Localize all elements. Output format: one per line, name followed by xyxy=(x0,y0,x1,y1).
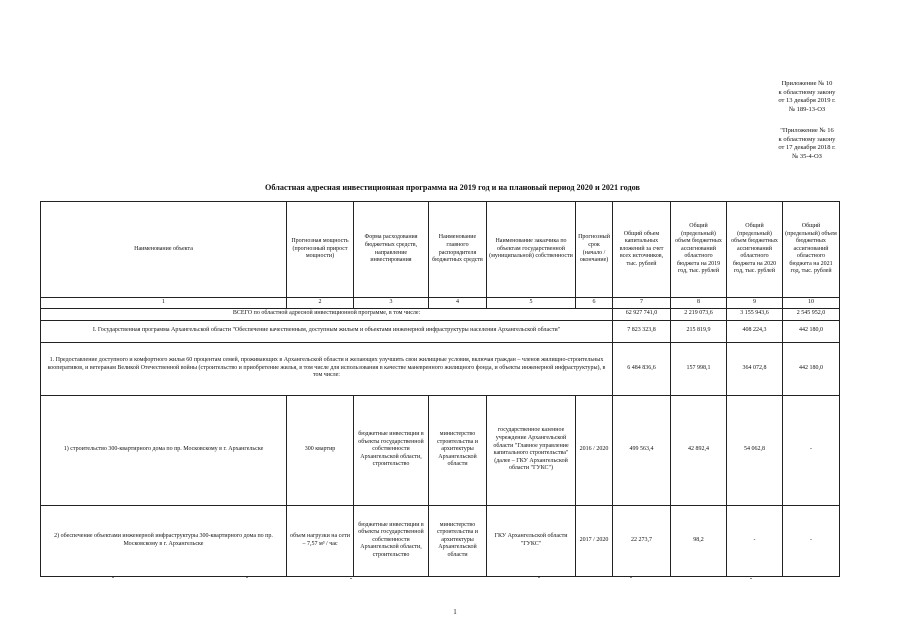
cell-total: 7 823 323,8 xyxy=(613,320,671,342)
header-row xyxy=(41,202,840,298)
cell-2020: 364 072,8 xyxy=(727,342,783,395)
cell-total: 6 484 836,6 xyxy=(613,342,671,395)
table-row-total xyxy=(41,308,840,320)
cell-2019: 157 998,1 xyxy=(671,342,727,395)
cell-2020: 408 224,3 xyxy=(727,320,783,342)
column-number: 6 xyxy=(576,298,613,309)
cell-2019: 98,2 xyxy=(671,505,727,576)
header-manager: Наименование главного распорядителя бюджетных средств xyxy=(429,202,487,298)
header-customer: Наименование заказчика по объектам государственной (муниципальной) собственности xyxy=(487,202,576,298)
row-name: I. Государственная программа Архангельской области "Обеспечение качественным, доступным жильем и объектами инженерной инфраструктуры населения Архангельской области" xyxy=(41,320,613,342)
column-number-row xyxy=(41,298,840,309)
appendix-line: к областному закону xyxy=(778,88,836,96)
appendix-line: "Приложение № 16 xyxy=(780,127,834,134)
cell-2019: 215 819,9 xyxy=(671,320,727,342)
cell-2021: 442 180,0 xyxy=(783,320,840,342)
row-name: 1) строительство 300-квартирного дома по пр. Московскому в г. Архангельске xyxy=(41,395,287,505)
scan-speck xyxy=(350,578,352,579)
cell-2020: - xyxy=(727,505,783,576)
page-number: 1 xyxy=(453,608,457,616)
investment-program-table xyxy=(40,201,840,577)
column-number: 9 xyxy=(727,298,783,309)
cell-total: 22 273,7 xyxy=(613,505,671,576)
cell-2019: 42 892,4 xyxy=(671,395,727,505)
cell-2021: 442 180,0 xyxy=(783,342,840,395)
column-number: 2 xyxy=(287,298,354,309)
cell-2021: 2 545 952,0 xyxy=(783,308,840,320)
appendix-line: Приложение № 10 xyxy=(781,80,833,87)
column-number: 8 xyxy=(671,298,727,309)
header-2019: Общий (предельный) объем бюджетных ассигнований областного бюджета на 2019 год, тыс. рублей xyxy=(671,202,727,298)
cell-2020: 54 062,8 xyxy=(727,395,783,505)
cell-term: 2017 / 2020 xyxy=(576,505,613,576)
header-capacity: Прогнозная мощность (прогнозный прирост мощности) xyxy=(287,202,354,298)
cell-term: 2016 / 2020 xyxy=(576,395,613,505)
appendix-previous-block xyxy=(752,127,862,161)
cell-capacity: объем нагрузки на сети – 7,57 м³ / час xyxy=(287,505,354,576)
appendix-line: № 189-13-ОЗ xyxy=(788,105,826,113)
column-number: 7 xyxy=(613,298,671,309)
cell-manager: министерство строительства и архитектуры Архангельской области xyxy=(429,505,487,576)
header-total: Общий объем капитальных вложений за счет всех источников, тыс. рублей xyxy=(613,202,671,298)
column-number: 10 xyxy=(783,298,840,309)
cell-manager: министерство строительства и архитектуры Архангельской области xyxy=(429,395,487,505)
scan-speck xyxy=(630,577,632,578)
header-2021: Общий (предельный) объем бюджетных ассигнований областного бюджета на 2021 год, тыс. рублей xyxy=(783,202,840,298)
scan-speck xyxy=(538,577,540,578)
table-row-subprogram xyxy=(41,342,840,395)
cell-2021: - xyxy=(783,505,840,576)
appendix-block xyxy=(752,80,862,114)
cell-2019: 2 219 073,6 xyxy=(671,308,727,320)
scan-speck xyxy=(246,577,248,578)
cell-total: 499 563,4 xyxy=(613,395,671,505)
appendix-line: от 13 декабря 2019 г. xyxy=(778,97,836,104)
header-form: Форма расходования бюджетных средств, направление инвестирования xyxy=(354,202,429,298)
table-row-object-2 xyxy=(41,505,840,576)
scan-speck xyxy=(112,577,114,578)
appendix-line: № 35-4-ОЗ xyxy=(792,152,822,160)
cell-form: бюджетные инвестиции в объекты государственной собственности Архангельской области, строительство xyxy=(354,505,429,576)
document-title: Областная адресная инвестиционная программа на 2019 год и на плановый период 2020 и 2021 годов xyxy=(265,183,640,192)
appendix-line: к областному закону xyxy=(778,135,836,143)
appendix-line: от 17 декабря 2018 г. xyxy=(778,144,836,151)
cell-capacity: 300 квартир xyxy=(287,395,354,505)
table-row-program xyxy=(41,320,840,342)
row-name: ВСЕГО по областной адресной инвестиционной программе, в том числе: xyxy=(41,308,613,320)
column-number: 5 xyxy=(487,298,576,309)
column-number: 1 xyxy=(41,298,287,309)
header-name: Наименование объекта xyxy=(41,202,287,298)
header-2020: Общий (предельный) объем бюджетных ассигнований областного бюджета на 2020 год, тыс. рублей xyxy=(727,202,783,298)
cell-customer: государственное казенное учреждение Архангельской области "Главное управление капитального строительства" (далее – ГКУ Архангельской области "ГУКС") xyxy=(487,395,576,505)
row-name: 2) обеспечение объектами инженерной инфраструктуры 300-квартирного дома по пр. Московскому в г. Архангельске xyxy=(41,505,287,576)
scan-speck xyxy=(750,578,752,579)
column-number: 4 xyxy=(429,298,487,309)
cell-customer: ГКУ Архангельской области "ГУКС" xyxy=(487,505,576,576)
cell-2020: 3 155 943,6 xyxy=(727,308,783,320)
cell-total: 62 927 741,0 xyxy=(613,308,671,320)
cell-form: бюджетные инвестиции в объекты государственной собственности Архангельской области, строительство xyxy=(354,395,429,505)
column-number: 3 xyxy=(354,298,429,309)
table-row-object-1 xyxy=(41,395,840,505)
row-name: 1. Предоставление доступного и комфортного жилья 60 процентам семей, проживающих в Архангельской области и желающих улучшить свои жилищные условия, включая граждан – членов жилищно-строительных кооперативов, и ветеранам Великой Отечественной войны (строительство и приобретение жилья, в том числе для использования в качестве маневренного жилищного фонда, и объекты инженерной инфраструктуры), в том числе: xyxy=(41,342,613,395)
cell-2021: - xyxy=(783,395,840,505)
header-term: Прогнозный срок (начало / окончание) xyxy=(576,202,613,298)
